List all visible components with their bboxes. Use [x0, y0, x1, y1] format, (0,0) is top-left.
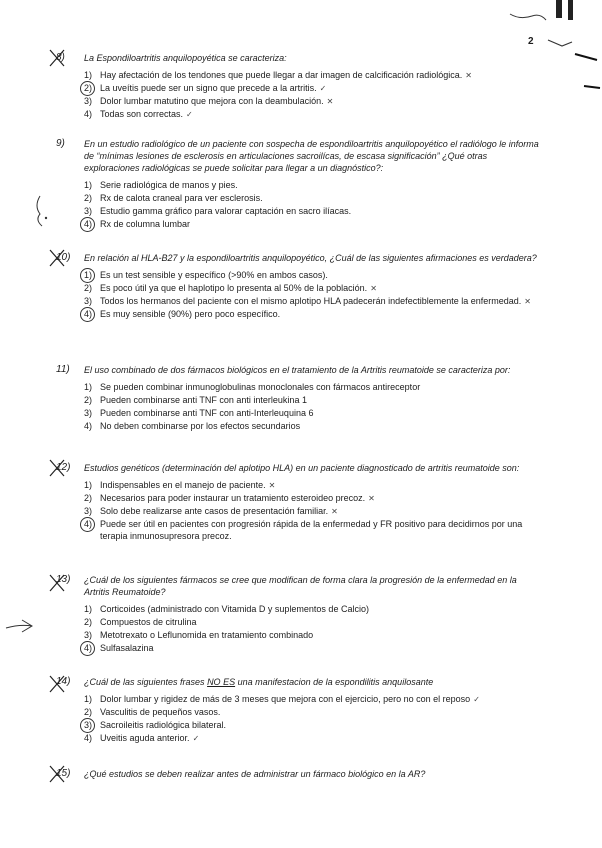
question-text: La Espondiloartritis anquilopoyética se caracteriza:: [84, 53, 287, 63]
option-number: 1): [84, 70, 93, 80]
cross-mark-icon: ✕: [524, 297, 531, 306]
option-3: [84, 206, 542, 218]
check-mark-icon: ✓: [186, 110, 193, 119]
question-text: Estudios genéticos (determinación del aplotipo HLA) en un paciente diagnosticado de artritis reumatoide son:: [84, 463, 520, 473]
option-2: [84, 617, 542, 629]
option-text: Hay afectación de los tendones que puede llegar a dar imagen de calcificación radiológica.: [100, 70, 463, 80]
option-4: [84, 109, 542, 121]
option-3: [84, 720, 542, 732]
question-number: 13): [56, 574, 71, 585]
question-number: 8): [56, 52, 65, 63]
cross-mark-icon: ✕: [268, 481, 276, 490]
option-4: [84, 219, 542, 231]
option-2: [84, 395, 542, 407]
option-3: [84, 296, 542, 308]
option-number: 1): [84, 694, 93, 704]
option-number: 3): [84, 408, 93, 418]
question-text-after: una manifestacion de la espondilitis anquilosante: [235, 677, 434, 687]
question-text: ¿Cuál de los siguientes fármacos se cree que modifican de forma clara la progresión de la enfermedad en la Artritis Reumatoide?: [84, 575, 517, 597]
option-2: [84, 83, 542, 95]
question-8: [56, 52, 542, 122]
question-number: 11): [56, 364, 70, 375]
option-text: Solo debe realizarse ante casos de presentación familiar.: [100, 506, 329, 516]
question-number: 15): [56, 768, 71, 779]
option-text: Es poco útil ya que el haplotipo lo presenta al 50% de la población.: [100, 283, 368, 293]
option-number: 3): [84, 506, 93, 516]
option-number: 4): [84, 733, 93, 743]
option-text: Todas son correctas.: [100, 109, 184, 119]
question-text: El uso combinado de dos fármacos biológicos en el tratamiento de la Artritis reumatoide se caracteriza por:: [84, 365, 511, 375]
option-number: 2): [84, 193, 93, 203]
question-12: [56, 462, 542, 544]
page-number: 2: [528, 36, 534, 47]
question-10: [56, 252, 542, 322]
cross-mark-icon: ✕: [326, 97, 334, 106]
option-3: [84, 630, 542, 642]
cross-mark-icon: ✕: [368, 494, 375, 503]
question-text: ¿Qué estudios se deben realizar antes de administrar un fármaco biológico en la AR?: [84, 769, 426, 779]
option-number: 2): [84, 617, 93, 627]
option-text: Indispensables en el manejo de paciente.: [100, 480, 266, 490]
option-number: 1): [84, 604, 93, 614]
option-2: [84, 283, 542, 295]
option-1: [84, 604, 542, 616]
option-4: [84, 733, 542, 745]
option-text: Rx de columna lumbar: [100, 219, 191, 229]
option-text: Corticoides (administrado con Vitamida D y suplementos de Calcio): [100, 604, 369, 614]
question-text-before: ¿Cuál de las siguientes frases: [84, 677, 208, 687]
question-14: [56, 676, 542, 746]
option-number: 3): [84, 630, 93, 640]
option-text: Pueden combinarse anti TNF con anti-Interleuquina 6: [100, 408, 314, 418]
option-3: [84, 506, 542, 518]
option-text: Es muy sensible (90%) pero poco específico.: [100, 309, 281, 319]
option-text: Rx de calota craneal para ver esclerosis.: [100, 193, 263, 203]
option-text: No deben combinarse por los efectos secundarios: [100, 421, 301, 431]
option-text: Serie radiológica de manos y pies.: [100, 180, 238, 190]
option-number: 4): [84, 219, 93, 229]
option-text: Necesarios para poder instaurar un tratamiento esteroideo precoz.: [100, 493, 366, 503]
option-number: 1): [84, 270, 93, 280]
question-text: En relación al HLA-B27 y la espondiloartritis anquilopoyético, ¿Cuál de las siguientes afirmaciones es verdadera?: [84, 253, 537, 263]
option-1: [84, 382, 542, 394]
option-number: 4): [84, 643, 93, 653]
option-number: 3): [84, 720, 93, 730]
question-number: 12): [56, 462, 71, 473]
question-text: En un estudio radiológico de un paciente con sospecha de espondiloartritis anquilopoyético el radiólogo le informa de “mínimas lesiones de esclerosis en articulaciones sacroilícas, de escasa significación” ¿Qué otras exploraciones radiológicas se puede solicitar para llegar a un diagnóstico?:: [84, 139, 539, 173]
option-number: 3): [84, 296, 93, 306]
option-text: Se pueden combinar inmunoglobulinas monoclonales con fármacos antireceptor: [100, 382, 421, 392]
option-2: [84, 707, 542, 719]
option-number: 2): [84, 283, 93, 293]
option-text: Dolor lumbar y rigidez de más de 3 meses que mejora con el ejercicio, pero no con el reposo: [100, 694, 471, 704]
option-number: 3): [84, 206, 93, 216]
option-number: 2): [84, 395, 93, 405]
option-number: 1): [84, 480, 93, 490]
option-3: [84, 96, 542, 108]
option-1: [84, 480, 542, 492]
question-9: [56, 138, 542, 232]
option-number: 4): [84, 421, 93, 431]
check-mark-icon: ✓: [192, 734, 200, 743]
option-4: [84, 519, 542, 542]
option-4: [84, 309, 542, 321]
option-text: Estudio gamma gráfico para valorar captación en sacro ilíacas.: [100, 206, 352, 216]
option-number: 4): [84, 309, 93, 319]
option-1: [84, 270, 542, 282]
cross-mark-icon: ✕: [465, 71, 472, 80]
option-text: Sulfasalazina: [100, 643, 154, 653]
option-number: 4): [84, 519, 93, 529]
question-13: [56, 574, 542, 656]
option-4: [84, 643, 542, 655]
option-text: Vasculitis de pequeños vasos.: [100, 707, 221, 717]
option-text: La uveítis puede ser un signo que precede a la artritis.: [100, 83, 317, 93]
option-2: [84, 493, 542, 505]
option-text: Es un test sensible y específico (>90% en ambos casos).: [100, 270, 328, 280]
option-text: Todos los hermanos del paciente con el mismo aplotipo HLA padecerán indefectiblemente la enfermedad.: [100, 296, 522, 306]
question-number: 14): [56, 676, 71, 687]
cross-mark-icon: ✕: [370, 284, 377, 293]
option-1: [84, 694, 542, 706]
option-number: 1): [84, 180, 93, 190]
option-3: [84, 408, 542, 420]
option-text: Uveitis aguda anterior.: [100, 733, 190, 743]
option-number: 3): [84, 96, 93, 106]
option-1: [84, 70, 542, 82]
question-15: [56, 768, 542, 780]
question-text-underlined: NO ES: [207, 677, 236, 687]
option-number: 2): [84, 707, 93, 717]
option-number: 2): [84, 493, 93, 503]
option-text: Dolor lumbar matutino que mejora con la deambulación.: [100, 96, 324, 106]
option-text: Pueden combinarse anti TNF con anti interleukina 1: [100, 395, 307, 405]
option-1: [84, 180, 542, 192]
option-text: Puede ser útil en pacientes con progresión rápida de la enfermedad y FR positivo para decidirnos por una terapia inmunosupresora precoz.: [100, 519, 523, 541]
question-number: 10): [56, 252, 71, 263]
check-mark-icon: ✓: [319, 84, 327, 93]
option-text: Metotrexato o Leflunomida en tratamiento combinado: [100, 630, 314, 640]
option-4: [84, 421, 542, 433]
check-mark-icon: ✓: [473, 695, 480, 704]
question-number: 9): [56, 138, 65, 149]
question-11: [56, 364, 542, 434]
option-2: [84, 193, 542, 205]
option-text: Sacroileitis radiológica bilateral.: [100, 720, 227, 730]
question-text: [84, 676, 542, 688]
option-number: 2): [84, 83, 93, 93]
option-number: 4): [84, 109, 93, 119]
option-number: 1): [84, 382, 93, 392]
cross-mark-icon: ✕: [331, 507, 338, 516]
option-text: Compuestos de citrulina: [100, 617, 197, 627]
